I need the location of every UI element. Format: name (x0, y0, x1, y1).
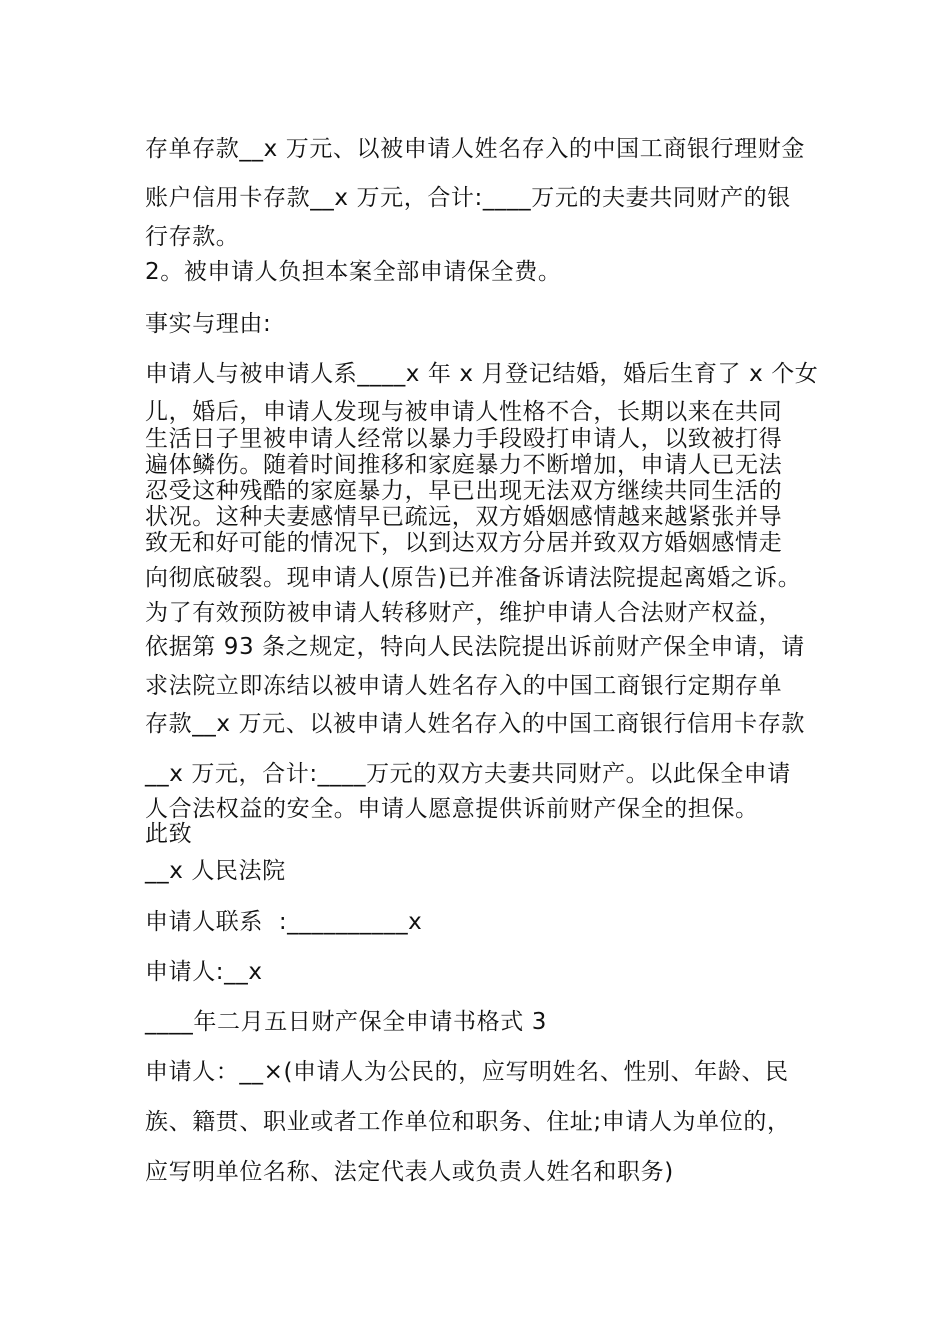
text-line: 申请人与被申请人系____x 年 x 月登记结婚，婚后生育了 x 个女 (145, 361, 819, 387)
text-line: 向彻底破裂。现申请人(原告)已并准备诉请法院提起离婚之诉。 (145, 565, 802, 591)
text-line: 生活日子里被申请人经常以暴力手段殴打申请人，以致被打得 (145, 426, 783, 452)
text-line: 状况。这种夫妻感情早已疏远，双方婚姻感情越来越紧张并导 (145, 504, 783, 530)
text-line: 儿，婚后，申请人发现与被申请人性格不合，长期以来在共同 (145, 399, 783, 425)
text-line: 依据第 93 条之规定，特向人民法院提出诉前财产保全申请，请 (145, 634, 805, 660)
section-heading: 事实与理由: (145, 311, 272, 337)
text-line: 2。被申请人负担本案全部申请保全费。 (145, 259, 562, 285)
court-name: __x 人民法院 (145, 858, 286, 884)
applicant-contact: 申请人联系 :__________x (145, 909, 423, 935)
text-line: 忍受这种残酷的家庭暴力，早已出现无法双方继续共同生活的 (145, 478, 783, 504)
text-line: 申请人：__×(申请人为公民的，应写明姓名、性别、年龄、民 (145, 1059, 789, 1085)
text-line: 致无和好可能的情况下，以到达双方分居并致双方婚姻感情走 (145, 530, 783, 556)
date-title-line: ____年二月五日财产保全申请书格式 3 (145, 1009, 547, 1035)
text-line: 应写明单位名称、法定代表人或负责人姓名和职务) (145, 1159, 674, 1185)
text-line: 为了有效预防被申请人转移财产，维护申请人合法财产权益， (145, 600, 783, 626)
text-line: 存款__x 万元、以被申请人姓名存入的中国工商银行信用卡存款 (145, 711, 805, 737)
text-line: 族、籍贯、职业或者工作单位和职务、住址;申请人为单位的， (145, 1109, 791, 1135)
text-line: 行存款。 (145, 224, 240, 250)
text-line: 账户信用卡存款__x 万元，合计:____万元的夫妻共同财产的银 (145, 185, 791, 211)
text-line: 人合法权益的安全。申请人愿意提供诉前财产保全的担保。 (145, 796, 759, 822)
text-line: __x 万元，合计:____万元的双方夫妻共同财产。以此保全申请 (145, 761, 791, 787)
text-line: 存单存款__x 万元、以被申请人姓名存入的中国工商银行理财金 (145, 136, 805, 162)
applicant-signature: 申请人:__x (145, 959, 263, 985)
text-line: 求法院立即冻结以被申请人姓名存入的中国工商银行定期存单 (145, 673, 783, 699)
salutation: 此致 (145, 821, 193, 847)
text-line: 遍体鳞伤。随着时间推移和家庭暴力不断增加，申请人已无法 (145, 452, 783, 478)
